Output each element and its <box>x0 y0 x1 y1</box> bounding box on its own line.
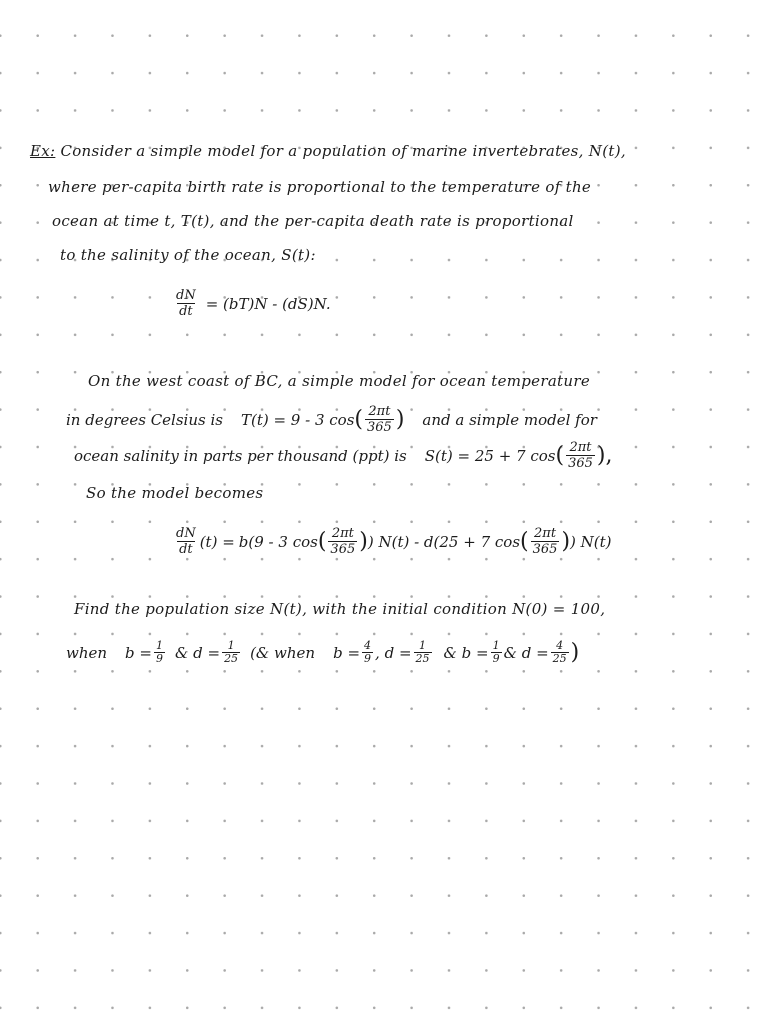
b2-num: 4 <box>364 639 372 652</box>
task-when: when <box>66 643 108 662</box>
d3-label: & d = <box>503 643 549 662</box>
b3-fraction <box>491 640 502 665</box>
temperature-fraction <box>365 404 394 435</box>
b3-label: & b = <box>443 643 489 662</box>
temperature-formula: T(t) = 9 - 3 cos <box>240 410 355 429</box>
b1-label: b = <box>125 643 152 662</box>
b3-num: 1 <box>492 639 500 652</box>
d1-num: 1 <box>227 639 235 652</box>
model-part-2: ) N(t) - d(25 + 7 cos <box>367 532 521 551</box>
problem-line-3: ocean at time t, T(t), and the per-capita death rate is proportional <box>52 212 574 230</box>
model-frac2-num: 2πt <box>534 526 557 541</box>
d3-num: 4 <box>556 639 564 652</box>
d1-den: 25 <box>224 652 239 665</box>
model-deriv-num: dN <box>176 526 196 541</box>
derivative-numerator: dN <box>176 288 196 303</box>
d1-fraction <box>222 640 240 665</box>
model-frac1-num: 2πt <box>331 526 354 541</box>
d1-label: & d = <box>175 643 221 662</box>
task-when-2: (& when <box>250 643 316 662</box>
context-line-1: On the west coast of BC, a simple model for ocean temperature <box>88 372 590 390</box>
equation-1 <box>172 288 331 319</box>
d2-label: , d = <box>375 643 412 662</box>
derivative-denominator: dt <box>179 304 193 319</box>
equation-1-rhs: = (bT)N - (dS)N. <box>205 294 331 313</box>
b2-den: 9 <box>364 652 372 665</box>
task-line-2 <box>66 640 579 665</box>
model-frac2-den: 365 <box>532 542 558 557</box>
b1-den: 9 <box>156 652 163 665</box>
b1-fraction <box>154 640 165 665</box>
example-label: Ex: <box>30 142 56 160</box>
model-frac1-den: 365 <box>330 542 356 557</box>
salinity-fraction <box>566 440 595 471</box>
context-text-2a: in degrees Celsius is <box>66 410 223 429</box>
b1-num: 1 <box>156 639 163 652</box>
model-derivative <box>174 526 198 557</box>
task-line-1: Find the population size N(t), with the initial condition N(0) = 100, <box>74 600 606 618</box>
sal-frac-num: 2πt <box>569 440 592 455</box>
model-fraction-2 <box>531 526 560 557</box>
d2-num: 1 <box>419 639 427 652</box>
problem-line-4: to the salinity of the ocean, S(t): <box>60 246 316 264</box>
b3-den: 9 <box>492 652 500 665</box>
salinity-formula: S(t) = 25 + 7 cos <box>424 446 556 465</box>
d2-den: 25 <box>415 652 430 665</box>
sal-frac-den: 365 <box>568 456 593 471</box>
context-text-3a: ocean salinity in parts per thousand (ppt) is <box>74 446 407 465</box>
b2-fraction <box>362 640 373 665</box>
model-equation: $\frac{dN}{dt}$ (t) = b(9 - 3 cos ( $\frac{2\pi t}{365}$ ) ) N(t) - d(25 + 7 cos ( $\frac{2\pi t}{365}$ ) ) N(t) <box>176 526 612 557</box>
context-line-3: ocean salinity in parts per thousand (ppt) is S(t) = 25 + 7 cos ( $\frac{2\pi t}{365}$ ), <box>74 440 613 471</box>
d3-fraction <box>551 640 569 665</box>
b2-label: b = <box>333 643 361 662</box>
problem-line-1 <box>30 142 626 160</box>
model-part-3: ) N(t) <box>570 532 612 551</box>
d2-fraction <box>414 640 432 665</box>
model-lhs-arg: (t) = <box>199 532 235 551</box>
derivative-fraction <box>174 288 198 319</box>
context-line-4: So the model becomes <box>86 484 264 502</box>
problem-line-2: where per-capita birth rate is proportional to the temperature of the <box>48 178 592 196</box>
problem-text-1: Consider a simple model for a population of marine invertebrates, N(t), <box>60 142 626 160</box>
context-text-2b: and a simple model for <box>422 410 597 429</box>
model-part-1: b(9 - 3 cos <box>238 532 318 551</box>
model-deriv-den: dt <box>179 542 193 557</box>
temp-frac-num: 2πt <box>368 404 391 419</box>
task-close-paren: ) <box>570 639 580 665</box>
d3-den: 25 <box>552 652 567 665</box>
temp-frac-den: 365 <box>367 420 392 435</box>
model-fraction-1 <box>328 526 357 557</box>
context-line-2: in degrees Celsius is T(t) = 9 - 3 cos ( $\frac{2\pi t}{365}$ ) and a simple model for <box>66 404 597 435</box>
